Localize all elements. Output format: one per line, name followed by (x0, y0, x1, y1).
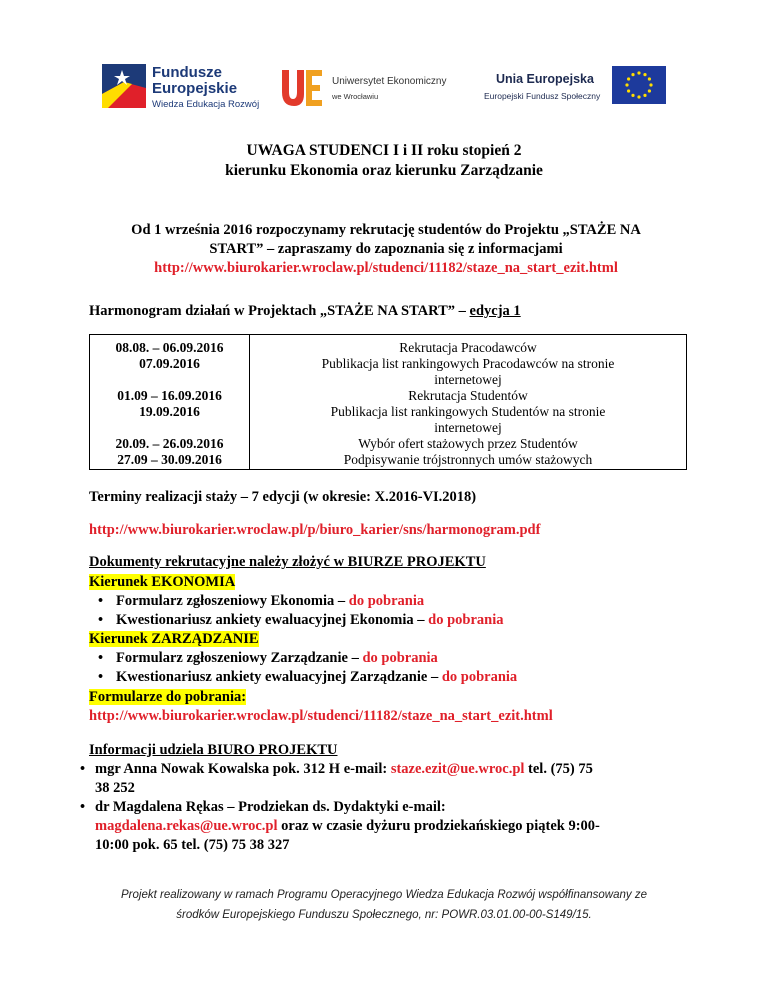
schedule-action: Podpisywanie trójstronnych umów stażowych (343, 452, 593, 467)
intro-line1: Od 1 września 2016 rozpoczynamy rekrutację studentów do Projektu „STAŻE NA (131, 222, 641, 238)
schedule-action: internetowej (434, 420, 502, 435)
schedule-title (89, 302, 521, 321)
fe-logo-line2: Europejskie (152, 80, 238, 97)
documents-title: Dokumenty rekrutacyjne należy złożyć w BIURZE PROJEKTU (89, 554, 486, 570)
ue-mark-icon (280, 68, 324, 108)
download-link[interactable]: do pobrania (428, 612, 504, 628)
footer (60, 885, 708, 925)
list-item: • Kwestionariusz ankiety ewaluacyjnej Zarządzanie – do pobrania (89, 668, 689, 687)
management-list (89, 649, 689, 687)
schedule-action: Publikacja list rankingowych Pracodawców na stronie (321, 356, 615, 371)
schedule-date: 07.09.2016 (139, 356, 200, 371)
footer-line1: Projekt realizowany w ramach Programu Operacyjnego Wiedza Edukacja Rozwój współfinansowany ze (121, 889, 647, 901)
list-item: • Formularz zgłoszeniowy Ekonomia – do pobrania (89, 592, 689, 611)
schedule-action: internetowej (434, 372, 502, 387)
schedule-date: 27.09 – 30.09.2016 (117, 452, 222, 467)
download-link[interactable]: do pobrania (441, 669, 518, 685)
schedule-date: 01.09 – 16.09.2016 (117, 388, 222, 403)
ue-logo-line1: Uniwersytet Ekonomiczny (332, 76, 447, 87)
schedule-action: Publikacja list rankingowych Studentów na stronie (330, 404, 606, 419)
email-link[interactable]: staze.ezit@ue.wroc.pl (390, 761, 525, 777)
email-link[interactable]: magdalena.rekas@ue.wroc.pl (95, 818, 278, 834)
eu-logo-line2: Europejski Fundusz Społeczny (484, 91, 601, 101)
schedule-date: 19.09.2016 (139, 404, 200, 419)
schedule-table (89, 334, 687, 470)
schedule-title-text: Harmonogram działań w Projektach „STAŻE NA START” – (89, 303, 470, 319)
european-union-logo (484, 66, 666, 108)
management-label: Kierunek ZARZĄDZANIE (89, 631, 259, 647)
list-item: • Kwestionariusz ankiety ewaluacyjnej Ekonomia – do pobrania (89, 611, 689, 630)
schedule-actions-column (250, 335, 686, 469)
economics-list (89, 592, 689, 630)
schedule-date: 20.09. – 26.09.2016 (115, 436, 224, 451)
contact-title: Informacji udziela BIURO PROJEKTU (89, 742, 338, 758)
schedule-action: Wybór ofert stażowych przez Studentów (358, 436, 578, 451)
economics-label: Kierunek EKONOMIA (89, 574, 236, 590)
download-link[interactable]: do pobrania (362, 650, 438, 666)
intro-line2: START” – zapraszamy do zapoznania się z informacjami (209, 241, 563, 257)
fe-logo-line1: Fundusze (152, 64, 222, 81)
university-logo (280, 68, 470, 112)
contact-item: • dr Magdalena Rękas – Prodziekan ds. Dydaktyki e-mail: magdalena.rekas@ue.wroc.pl oraz w czasie dyżuru prodziekańskiego piątek 9:00- 10:00 pok. 65 tel. (75) 75 38 327 (71, 798, 685, 855)
schedule-action: Rekrutacja Studentów (408, 388, 528, 403)
schedule-action: Rekrutacja Pracodawców (399, 340, 537, 355)
terms-text: Terminy realizacji staży – 7 edycji (w okresie: X.2016-VI.2018) (89, 489, 477, 505)
eu-logo-line1: Unia Europejska (496, 72, 594, 86)
schedule-date: 08.08. – 06.09.2016 (115, 340, 224, 355)
list-item: • Formularz zgłoszeniowy Zarządzanie – do pobrania (89, 649, 689, 668)
fe-logo-line3: Wiedza Edukacja Rozwój (152, 99, 260, 110)
eu-flag-icon (612, 66, 666, 104)
fundusze-europejskie-emblem-icon (102, 64, 146, 108)
schedule-edition: edycja 1 (469, 303, 521, 319)
forms-link[interactable]: http://www.biurokarier.wroclaw.pl/studenci/11182/staze_na_start_ezit.html (89, 708, 553, 724)
harmonogram-link[interactable]: http://www.biurokarier.wroclaw.pl/p/biuro_karier/sns/harmonogram.pdf (89, 522, 541, 538)
fundusze-europejskie-logo (102, 64, 262, 112)
ue-logo-line2: we Wrocławiu (332, 92, 379, 101)
page-title-line1: UWAGA STUDENCI I i II roku stopień 2 (246, 142, 522, 159)
download-link[interactable]: do pobrania (348, 593, 425, 609)
footer-line2: środków Europejskiego Funduszu Społecznego, nr: POWR.03.01.00-00-S149/15. (176, 909, 592, 921)
intro-link[interactable]: http://www.biurokarier.wroclaw.pl/studenci/11182/staze_na_start_ezit.html (154, 260, 618, 276)
page-title-line2: kierunku Ekonomia oraz kierunku Zarządzanie (225, 162, 543, 179)
forms-label: Formularze do pobrania: (89, 689, 247, 705)
contact-list (89, 760, 685, 855)
contact-item: • mgr Anna Nowak Kowalska pok. 312 H e-mail: staze.ezit@ue.wroc.pl tel. (75) 75 38 252 (71, 760, 685, 798)
schedule-dates-column (90, 335, 250, 469)
